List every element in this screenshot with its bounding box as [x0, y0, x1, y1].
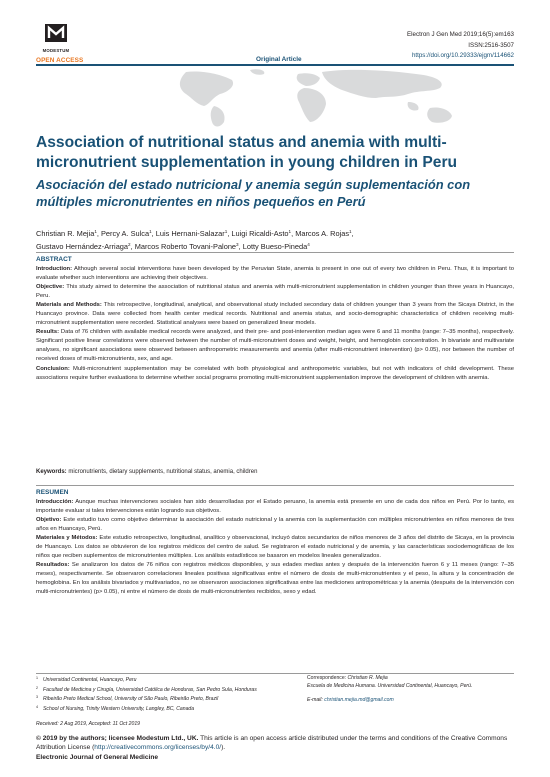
abstract-results-text: Data of 76 children with available medical records were analyzed, and their pre- and post-intervention median ages were 6 and 11 months (range: 7–35 months), respectively. Significant positive linear correlations were observed between the number of multi-micronutrient doses and weight, height, and hemoglobin concentration. In bivariate and multivariate analyses, no significant associations were observed between anthropometric measurements and anemia (after multi-micronutrient intervention) (p> 0.05), nor between the number of received doses of multi-micronutrients, sex, and age. — [36, 329, 514, 363]
resumen-results — [36, 561, 514, 597]
abstract-introduction-text: Although several social interventions have been developed by the Peruvian State, anemia is present in one out of every two children in Peru. Thus, it is important to evaluate whether such interventions are achieving their objectives. — [36, 266, 514, 282]
abstract-heading: ABSTRACT — [36, 256, 72, 263]
resumen-body — [36, 498, 514, 598]
article-title-spanish: Asociación del estado nutricional y anemia según suplementación con múltiples micronutrientes en niños pequeños en Perú — [36, 177, 471, 209]
affiliation-number: 4 — [36, 704, 38, 709]
logo-wordmark: MODESTUM — [42, 48, 70, 53]
resumen-results-label: Resultados: — [36, 562, 70, 569]
affiliation-number: 3 — [36, 695, 38, 700]
affiliation-item — [36, 675, 304, 685]
correspondence-email-line — [307, 697, 515, 705]
abstract-body — [36, 265, 514, 383]
affiliation-item — [36, 685, 304, 695]
resumen-objective-label: Objetivo: — [36, 517, 62, 524]
affiliation-text: Universidad Continental, Huancayo, Peru — [43, 677, 137, 683]
journal-issue-line: Electron J Gen Med 2019;16(5):em163 — [407, 31, 514, 38]
author-affiliation-mark: 1 — [94, 229, 97, 234]
license-text: This article is an open access article distributed under the terms and conditions of the Creative Commons Attribution License ( — [36, 735, 508, 752]
email-label: E-mail: — [307, 697, 325, 704]
open-access-label: OPEN ACCESS — [36, 57, 84, 64]
author-name: Marcos A. Rojas — [295, 229, 350, 238]
journal-citation — [407, 30, 514, 62]
author-line-1: Christian R. Mejia$^1$, Percy A. Sulca$^1$, Luis Hernani-Salazar$^1$, Luigi Ricaldi-Asto$^1$, Marcos A. Rojas$^1$, — [36, 229, 354, 238]
author-name: Luigi Ricaldi-Asto — [231, 229, 289, 238]
author-affiliation-mark: 1 — [288, 229, 292, 234]
resumen-introduction — [36, 498, 514, 516]
correspondence-institution: Escuela de Medicina Humana. Universidad Continental, Huancayo, Perú. — [307, 682, 473, 689]
email-link[interactable]: christian.mejia.md@gmail.com — [324, 697, 394, 704]
license-statement — [36, 734, 520, 762]
author-name: Christian R. Mejia — [36, 229, 95, 238]
resumen-introduction-text: Aunque muchas intervenciones sociales han sido desarrolladas por el Estado peruano, la anemia está presente en uno de cada dos niños en Perú. Por lo tanto, es importante evaluar si tales intervenciones están logrando sus objetivos. — [36, 499, 514, 515]
keywords-text: micronutrients, dietary supplements, nutritional status, anemia, children — [66, 469, 258, 475]
article-type-label: Original Article — [256, 56, 302, 63]
abstract-introduction — [36, 265, 514, 283]
affiliation-text: Facultad de Medicina y Cirugía, Universidad Católica de Honduras, San Pedro Sula, Honduras — [43, 686, 257, 693]
keywords-label: Keywords: — [36, 469, 67, 475]
modestum-logo-icon — [45, 24, 67, 42]
author-affiliation-mark: 3 — [236, 241, 239, 247]
correspondence-line — [307, 675, 515, 683]
author-affiliation-mark: 1 — [149, 229, 152, 234]
abstract-conclusion-text: Multi-micronutrient supplementation may be correlated with both physiological and anthropometric variables, but not with indicators of child development. These associations require further evaluations to determine whether social programs promoting multi-micronutrient supplementation improve the development of children with anemia. — [36, 365, 514, 381]
affiliation-item — [36, 694, 304, 704]
journal-header — [36, 24, 514, 64]
correspondence-block — [307, 675, 515, 705]
affiliations-list — [36, 675, 304, 713]
world-map-graphic — [36, 68, 514, 128]
article-title: Association of nutritional status and anemia with multi-micronutrient supplementation in young children in Peru — [36, 134, 458, 171]
abstract-objective-label: Objective: — [36, 284, 65, 291]
affiliation-number: 1 — [36, 676, 38, 680]
doi-link[interactable]: https://doi.org/10.29333/ejgm/114662 — [411, 52, 514, 59]
resumen-methods-text: Este estudio retrospectivo, longitudinal, analítico y observacional, incluyó datos secundarios de niños menores de 3 años del distrito de Sicaya, en la provincia de Huancayo. Los datos se obtuvieron de los registros médicos del centro de salud. Se registraron el estado nutricional y de anemia, y las características sociodemográficas de los niños que reciben suplementos de micronutrientes múltiples. Los análisis estadísticos se basaron en modelos lineales generalizados. — [36, 535, 514, 560]
modestum-logo — [36, 24, 76, 53]
abstract-objective-text: This study aimed to determine the association of nutritional status and anemia with multi-micronutrient supplementation in children younger than three years in Huancayo, Peru. — [36, 284, 514, 300]
keywords-line — [36, 468, 514, 477]
resumen-heading: RESUMEN — [36, 489, 69, 496]
affiliation-item — [36, 704, 304, 714]
abstract-introduction-label: Introduction: — [36, 266, 73, 272]
author-name: Percy A. Sulca — [101, 229, 150, 238]
author-name: Luis Hernani-Salazar — [155, 229, 225, 238]
author-line-2: Gustavo Hernández-Arriaga$^2$, Marcos Roberto Tovani-Palone$^3$, Lotty Bueso-Pineda$^4$ — [36, 241, 310, 251]
author-affiliation-mark: 4 — [307, 241, 310, 247]
header-divider — [36, 64, 514, 66]
resumen-methods-label: Materiales y Métodos: — [36, 535, 98, 542]
resumen-results-text: Se analizaron los datos de 76 niños con registros médicos disponibles, y sus edades medias antes y después de la intervención fueron 6 y 11 meses (rango: 7–35 meses), respectivamente. Se observaron correlaciones lineales positivas significativas entre el número de dosis de multi-micronutrientes y el peso, la altura y la concentración de hemoglobina. En los análisis bivariados y multivariados, no se observaron asociaciones significativas entre las mediciones antropométricas y la anemia (después de la intervención con multi-micronutrientes) (p> 0.05), ni entre el número de dosis de multi-micronutrientes recibidos, sexo y edad. — [36, 562, 514, 596]
resumen-divider — [36, 485, 514, 486]
footnote-divider — [36, 673, 514, 674]
author-affiliation-mark: 1 — [349, 229, 352, 234]
abstract-results-label: Results: — [36, 329, 60, 336]
received-dates: Received: 2 Aug 2019, Accepted: 11 Oct 2019 — [36, 721, 141, 727]
issn-line: ISSN:2516-3507 — [468, 41, 514, 49]
resumen-objective-text: Este estudio tuvo como objetivo determinar la asociación del estado nutricional y la anemia con la suplementación con múltiples micronutrientes en niños menores de tres años en Huancayo, Perú. — [36, 517, 514, 533]
abstract-methods-text: This retrospective, longitudinal, analytical, and observational study included secondary data of children younger than 3 years from the Sicaya District, in the Huancayo province. Data were collected from health center medical records. Nutritional and anemia status, and socio-demographic characteristics of children receiving multi-micronutrient supplementation were recorded. Statistical analyses were based on generalized linear models. — [36, 302, 514, 327]
resumen-introduction-label: Introducción: — [36, 499, 74, 505]
resumen-objective — [36, 516, 514, 534]
abstract-methods-label: Materials and Methods: — [36, 302, 102, 309]
author-affiliation-mark: 2 — [128, 241, 131, 247]
abstract-conclusion-label: Conclusion: — [36, 365, 70, 372]
author-affiliation-mark: 1 — [224, 229, 228, 234]
license-text-end: ). — [221, 744, 226, 752]
author-name: Gustavo Hernández-Arriaga — [36, 241, 129, 251]
abstract-results — [36, 328, 514, 364]
license-url-link[interactable]: http://creativecommons.org/licenses/by/4.0/ — [94, 744, 222, 752]
correspondence-label: Correspondence: — [307, 675, 347, 681]
correspondence-name: Christian R. Mejia — [346, 675, 388, 681]
author-name: Marcos Roberto Tovani-Palone — [134, 241, 237, 251]
abstract-objective — [36, 283, 514, 301]
affiliation-text: Ribeirão Preto Medical School, University of São Paulo, Ribeirão Preto, Brazil — [43, 696, 219, 703]
resumen-methods — [36, 534, 514, 561]
license-copyright: © 2019 by the authors; licensee Modestum Ltd., UK. — [36, 735, 199, 742]
abstract-methods — [36, 301, 514, 328]
affiliation-text: School of Nursing, Trinity Western University, Langley, BC, Canada — [43, 705, 195, 712]
journal-name: Electronic Journal of General Medicine — [36, 753, 159, 761]
abstract-divider — [36, 252, 514, 253]
author-list — [36, 227, 520, 253]
affiliation-number: 2 — [36, 685, 38, 690]
abstract-conclusion — [36, 365, 514, 383]
author-name: Lotty Bueso-Pineda — [242, 241, 308, 251]
